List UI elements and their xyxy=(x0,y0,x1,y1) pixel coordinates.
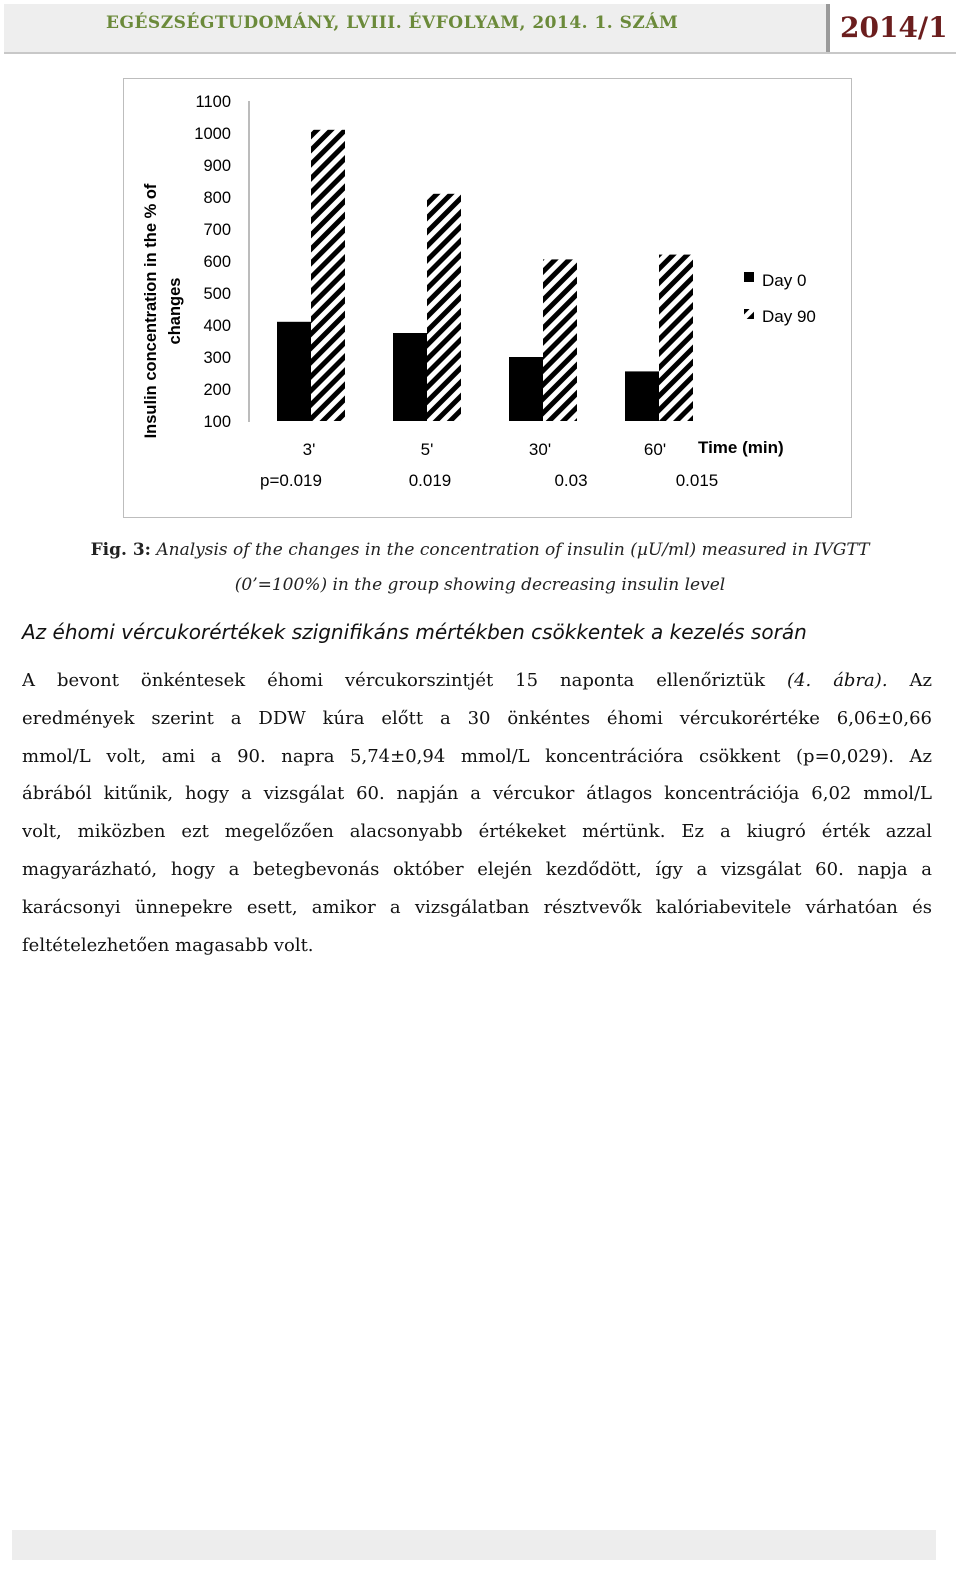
body-line-8: feltételezhetően magasabb volt. xyxy=(22,934,314,956)
x-tick-label: 60' xyxy=(643,440,667,459)
body-line-5: volt, miközben ezt megelőzően alacsonyabb értékeket mértünk. Ez a kiugró érték azzal xyxy=(22,821,932,843)
body-line-2: eredmények szerint a DDW kúra előtt a 30 önkéntes éhomi vércukorértéke 6,06±0,66 xyxy=(22,707,932,729)
body-line-7: karácsonyi ünnepekre esett, amikor a vizsgálatban résztvevők kalóriabevitele várhatóan és xyxy=(22,896,932,918)
y-tick-label: 900 xyxy=(203,157,231,175)
caption-text-2: (0’=100%) in the group showing decreasing insulin level xyxy=(234,575,726,595)
issue-number: 2014/1 xyxy=(840,11,948,44)
journal-title: EGÉSZSÉGTUDOMÁNY, LVIII. ÉVFOLYAM, 2014. 1. SZÁM xyxy=(106,13,679,33)
section-title: Az éhomi vércukorértékek szignifikáns mértékben csökkentek a kezelés során xyxy=(22,620,807,644)
page-header xyxy=(4,4,956,54)
p-value-label: 0.019 xyxy=(408,471,452,490)
p-value-label: 0.03 xyxy=(554,471,588,490)
bar-day90 xyxy=(543,259,577,421)
p-value-label: 0.015 xyxy=(675,471,719,490)
caption-text-1: Analysis of the changes in the concentration of insulin (µU/ml) measured in IVGTT xyxy=(156,540,870,560)
y-tick-label: 400 xyxy=(203,317,231,335)
x-tick-label: 30' xyxy=(528,440,552,459)
y-tick-label: 300 xyxy=(203,349,231,367)
figure-reference: (4. ábra). xyxy=(787,670,888,691)
x-tick-label: 5' xyxy=(420,440,434,459)
y-tick-label: 1000 xyxy=(194,125,231,143)
bar-day90 xyxy=(311,130,345,421)
y-tick-label: 100 xyxy=(203,413,231,431)
y-tick-label: 600 xyxy=(203,253,231,271)
y-tick-label: 800 xyxy=(203,189,231,207)
body-text-1a: A bevont önkéntesek éhomi vércukorszintjét 15 naponta ellenőriztük xyxy=(22,670,766,691)
figure-caption-line2 xyxy=(20,575,940,595)
p-value-label: p=0.019 xyxy=(260,471,322,490)
bar-day90 xyxy=(427,194,461,421)
body-line-1 xyxy=(22,662,932,700)
body-line-6: magyarázható, hogy a betegbevonás október elején kezdődött, így a vizsgálat 60. napja a xyxy=(22,858,932,880)
legend-label-day0: Day 0 xyxy=(762,271,807,290)
x-axis-label: Time (min) xyxy=(698,438,784,457)
chart-canvas xyxy=(124,79,851,517)
y-tick-label: 200 xyxy=(203,381,231,399)
body-line-4: ábrából kitűnik, hogy a vizsgálat 60. napján a vércukor átlagos koncentrációja 6,02 mmol/L xyxy=(22,783,932,805)
bar-day0 xyxy=(625,371,659,421)
figure-label: Fig. 3: xyxy=(90,540,151,560)
legend-swatch-day0 xyxy=(744,272,754,282)
footer-bar xyxy=(12,1530,936,1560)
figure-caption-line1 xyxy=(20,540,940,560)
body-line-3: mmol/L volt, ami a 90. napra 5,74±0,94 mmol/L koncentrációra csökkent (p=0,029). Az xyxy=(22,745,932,767)
x-tick-label: 3' xyxy=(302,440,316,459)
y-axis-label-line1: Insulin concentration in the % of xyxy=(142,183,160,439)
y-tick-label: 500 xyxy=(203,285,231,303)
legend-label-day90: Day 90 xyxy=(762,307,816,326)
body-text-1b: Az xyxy=(909,670,932,691)
bar-day0 xyxy=(277,322,311,421)
bar-day0 xyxy=(393,333,427,421)
y-tick-label: 700 xyxy=(203,221,231,239)
body-paragraph xyxy=(22,662,932,964)
bar-day0 xyxy=(509,357,543,421)
legend xyxy=(744,271,816,326)
y-tick-label: 1100 xyxy=(195,93,231,111)
insulin-chart xyxy=(123,78,852,518)
bar-day90 xyxy=(659,255,693,421)
issue-box xyxy=(826,4,956,52)
y-axis-label-line2: changes xyxy=(166,277,184,345)
legend-swatch-day90 xyxy=(744,309,754,319)
